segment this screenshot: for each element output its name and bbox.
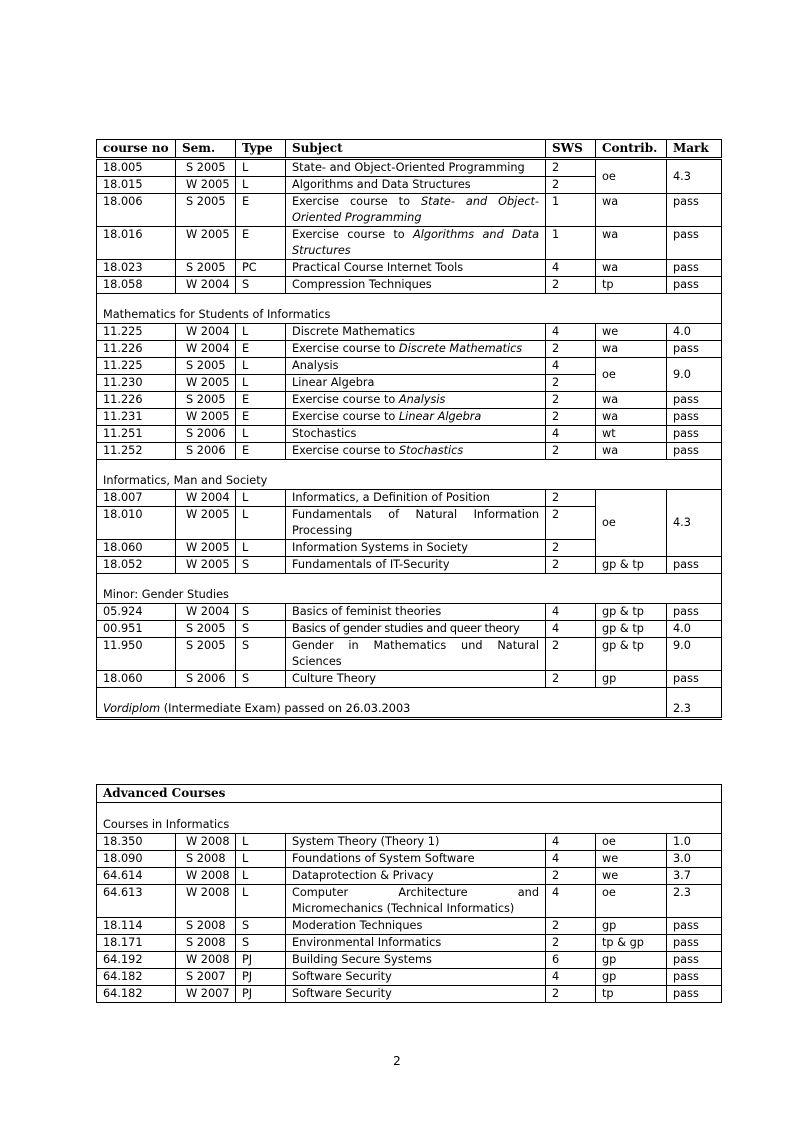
semester: W 2005 [176, 409, 236, 426]
sws: 1 [546, 194, 596, 227]
table-row [97, 426, 722, 443]
course-type: PJ [236, 986, 286, 1003]
course-no: 18.023 [97, 260, 176, 277]
contribution: wa [596, 227, 667, 260]
mark: pass [667, 277, 722, 294]
course-no: 18.016 [97, 227, 176, 260]
subject: Basics of feminist theories [286, 604, 546, 621]
course-no: 05.924 [97, 604, 176, 621]
course-no: 64.182 [97, 969, 176, 986]
sws: 4 [546, 604, 596, 621]
table-row [97, 868, 722, 885]
course-no: 18.010 [97, 507, 176, 540]
course-type: E [236, 409, 286, 426]
course-no: 18.090 [97, 851, 176, 868]
table-title-row [97, 785, 722, 803]
subject: Discrete Mathematics [286, 324, 546, 341]
sws: 2 [546, 638, 596, 671]
subject: Linear Algebra [286, 375, 546, 392]
sws: 2 [546, 375, 596, 392]
mark: pass [667, 935, 722, 952]
course-no: 18.052 [97, 557, 176, 574]
subject: Analysis [286, 358, 546, 375]
contribution: gp [596, 969, 667, 986]
vordiplom-description: (Intermediate Exam) passed on 26.03.2003 [160, 702, 411, 715]
semester: S 2005 [176, 159, 236, 177]
course-type: PJ [236, 969, 286, 986]
subject-emphasis: Algorithms and Data Structures [292, 228, 539, 257]
mark: 4.0 [667, 324, 722, 341]
sws: 6 [546, 952, 596, 969]
contribution: oe [596, 159, 667, 194]
semester: W 2005 [176, 227, 236, 260]
mark: 4.3 [667, 159, 722, 194]
sws: 4 [546, 426, 596, 443]
sws: 2 [546, 868, 596, 885]
course-type: S [236, 918, 286, 935]
sws: 2 [546, 918, 596, 935]
table-row [97, 969, 722, 986]
subject: Practical Course Internet Tools [286, 260, 546, 277]
subject: Algorithms and Data Structures [286, 177, 546, 194]
subject-emphasis: Analysis [398, 393, 446, 406]
contribution: wa [596, 409, 667, 426]
course-no: 00.951 [97, 621, 176, 638]
table-row [97, 341, 722, 358]
course-no: 18.060 [97, 671, 176, 688]
sws: 2 [546, 540, 596, 557]
course-type: E [236, 443, 286, 460]
section-heading: Mathematics for Students of Informatics [97, 307, 722, 324]
course-type: L [236, 834, 286, 851]
course-no: 18.060 [97, 540, 176, 557]
subject-prefix: Exercise course to [292, 195, 421, 208]
table-row [97, 557, 722, 574]
table-row [97, 671, 722, 688]
mark: pass [667, 194, 722, 227]
contribution: gp & tp [596, 604, 667, 621]
mark: pass [667, 986, 722, 1003]
course-type: S [236, 638, 286, 671]
sws: 4 [546, 621, 596, 638]
course-type: L [236, 490, 286, 507]
course-type: S [236, 671, 286, 688]
semester: S 2005 [176, 638, 236, 671]
mark: pass [667, 443, 722, 460]
sws: 2 [546, 671, 596, 688]
course-type: L [236, 851, 286, 868]
course-no: 11.225 [97, 358, 176, 375]
section-heading: Informatics, Man and Society [97, 473, 722, 490]
semester: W 2005 [176, 375, 236, 392]
course-type: L [236, 507, 286, 540]
contribution: gp & tp [596, 557, 667, 574]
table-row [97, 392, 722, 409]
sws: 2 [546, 490, 596, 507]
subject [286, 409, 546, 426]
mark: 9.0 [667, 358, 722, 392]
course-type: E [236, 341, 286, 358]
mark: pass [667, 409, 722, 426]
subject: Compression Techniques [286, 277, 546, 294]
mark: pass [667, 952, 722, 969]
mark: 1.0 [667, 834, 722, 851]
course-type: L [236, 426, 286, 443]
subject: Fundamentals of Natural Information Processing [286, 507, 546, 540]
section-spacer [97, 803, 722, 818]
subject: System Theory (Theory 1) [286, 834, 546, 851]
course-type: S [236, 621, 286, 638]
course-type: E [236, 392, 286, 409]
course-no: 11.950 [97, 638, 176, 671]
subject-prefix: Exercise course to [292, 444, 399, 457]
table-row [97, 358, 722, 375]
mark: pass [667, 227, 722, 260]
subject-prefix: Exercise course to [292, 393, 399, 406]
table-row [97, 277, 722, 294]
contribution: wa [596, 194, 667, 227]
sws: 2 [546, 159, 596, 177]
course-no: 18.005 [97, 159, 176, 177]
sws: 2 [546, 986, 596, 1003]
semester: S 2006 [176, 443, 236, 460]
course-type: PC [236, 260, 286, 277]
table-row [97, 159, 722, 177]
basic-courses-table [96, 139, 722, 720]
contribution: gp & tp [596, 621, 667, 638]
course-type: S [236, 277, 286, 294]
subject-prefix: Exercise course to [292, 410, 399, 423]
page-number: 2 [393, 1054, 401, 1068]
subject-emphasis: State- and Object-Oriented Programming [292, 195, 539, 224]
table-row [97, 935, 722, 952]
sws: 2 [546, 507, 596, 540]
contribution: oe [596, 490, 667, 557]
section-spacer [97, 460, 722, 474]
table-row [97, 604, 722, 621]
sws: 2 [546, 557, 596, 574]
contribution: we [596, 324, 667, 341]
subject: State- and Object-Oriented Programming [286, 159, 546, 177]
semester: W 2004 [176, 277, 236, 294]
table-row [97, 621, 722, 638]
contribution: oe [596, 834, 667, 851]
mark: 4.0 [667, 621, 722, 638]
sws: 4 [546, 324, 596, 341]
sws: 4 [546, 834, 596, 851]
section-heading-row [97, 587, 722, 604]
contribution: wa [596, 260, 667, 277]
subject-emphasis: Discrete Mathematics [398, 342, 523, 355]
section-heading: Minor: Gender Studies [97, 587, 722, 604]
course-no: 64.182 [97, 986, 176, 1003]
sws: 1 [546, 227, 596, 260]
course-no: 11.226 [97, 392, 176, 409]
table-row [97, 227, 722, 260]
sws: 4 [546, 851, 596, 868]
course-no: 11.251 [97, 426, 176, 443]
course-type: PJ [236, 952, 286, 969]
subject: Basics of gender studies and queer theory [286, 621, 546, 638]
semester: W 2008 [176, 885, 236, 918]
sws: 4 [546, 885, 596, 918]
table-row [97, 260, 722, 277]
course-type: L [236, 375, 286, 392]
course-no: 18.015 [97, 177, 176, 194]
course-no: 18.350 [97, 834, 176, 851]
subject [286, 227, 546, 260]
mark: 4.3 [667, 490, 722, 557]
section-heading-row [97, 473, 722, 490]
subject: Computer Architecture and Micromechanics (Technical Informatics) [286, 885, 546, 918]
table-row [97, 194, 722, 227]
table-row [97, 986, 722, 1003]
subject: Dataprotection & Privacy [286, 868, 546, 885]
course-no: 11.226 [97, 341, 176, 358]
semester: W 2004 [176, 341, 236, 358]
contribution: gp [596, 671, 667, 688]
section-spacer [97, 294, 722, 308]
sws: 2 [546, 277, 596, 294]
course-type: S [236, 935, 286, 952]
header-type: Type [236, 140, 286, 159]
contribution: oe [596, 885, 667, 918]
contribution: we [596, 851, 667, 868]
mark: 3.7 [667, 868, 722, 885]
semester: W 2008 [176, 834, 236, 851]
sws: 4 [546, 969, 596, 986]
subject [286, 392, 546, 409]
course-type: S [236, 557, 286, 574]
subject: Environmental Informatics [286, 935, 546, 952]
subject: Informatics, a Definition of Position [286, 490, 546, 507]
sws: 2 [546, 935, 596, 952]
mark: pass [667, 969, 722, 986]
header-semester: Sem. [176, 140, 236, 159]
contribution: tp & gp [596, 935, 667, 952]
subject: Stochastics [286, 426, 546, 443]
section-spacer [97, 574, 722, 588]
course-no: 18.058 [97, 277, 176, 294]
semester: W 2004 [176, 490, 236, 507]
semester: S 2007 [176, 969, 236, 986]
semester: S 2005 [176, 260, 236, 277]
header-course-no: course no [97, 140, 176, 159]
course-type: E [236, 227, 286, 260]
vordiplom-mark: 2.3 [667, 688, 722, 719]
sws: 2 [546, 409, 596, 426]
mark: pass [667, 392, 722, 409]
course-no: 64.613 [97, 885, 176, 918]
sws: 2 [546, 443, 596, 460]
table-row [97, 918, 722, 935]
semester: W 2004 [176, 604, 236, 621]
table-row [97, 443, 722, 460]
course-type: L [236, 868, 286, 885]
table-row [97, 834, 722, 851]
table-header-row [97, 140, 722, 159]
semester: W 2004 [176, 324, 236, 341]
course-no: 11.230 [97, 375, 176, 392]
vordiplom-label: Vordiplom [103, 702, 161, 715]
semester: W 2005 [176, 177, 236, 194]
table-row [97, 952, 722, 969]
vordiplom-row [97, 688, 722, 719]
subject: Software Security [286, 986, 546, 1003]
semester: S 2006 [176, 671, 236, 688]
subject [286, 341, 546, 358]
course-type: L [236, 885, 286, 918]
mark: pass [667, 557, 722, 574]
course-no: 18.114 [97, 918, 176, 935]
contribution: wa [596, 341, 667, 358]
subject-prefix: Exercise course to [292, 342, 399, 355]
section-heading-row [97, 307, 722, 324]
section-heading: Courses in Informatics [97, 817, 722, 834]
table-row [97, 885, 722, 918]
course-type: E [236, 194, 286, 227]
contribution: tp [596, 986, 667, 1003]
course-type: L [236, 358, 286, 375]
course-type: L [236, 159, 286, 177]
header-sws: SWS [546, 140, 596, 159]
table-row [97, 490, 722, 507]
semester: W 2005 [176, 557, 236, 574]
course-no: 64.192 [97, 952, 176, 969]
contribution: wa [596, 443, 667, 460]
course-no: 11.225 [97, 324, 176, 341]
subject-prefix: Exercise course to [292, 228, 413, 241]
subject: Building Secure Systems [286, 952, 546, 969]
subject: Software Security [286, 969, 546, 986]
contribution: oe [596, 358, 667, 392]
course-no: 64.614 [97, 868, 176, 885]
course-type: S [236, 604, 286, 621]
course-type: L [236, 177, 286, 194]
mark: pass [667, 426, 722, 443]
sws: 2 [546, 341, 596, 358]
semester: W 2008 [176, 952, 236, 969]
header-mark: Mark [667, 140, 722, 159]
contribution: wa [596, 392, 667, 409]
course-type: L [236, 324, 286, 341]
semester: S 2005 [176, 194, 236, 227]
table-title: Advanced Courses [97, 785, 722, 803]
sws: 4 [546, 358, 596, 375]
mark: 2.3 [667, 885, 722, 918]
sws: 2 [546, 392, 596, 409]
semester: W 2008 [176, 868, 236, 885]
sws: 4 [546, 260, 596, 277]
subject [286, 443, 546, 460]
subject: Culture Theory [286, 671, 546, 688]
semester: S 2005 [176, 392, 236, 409]
mark: 3.0 [667, 851, 722, 868]
course-no: 18.006 [97, 194, 176, 227]
subject: Fundamentals of IT-Security [286, 557, 546, 574]
course-no: 11.252 [97, 443, 176, 460]
advanced-courses-table [96, 784, 722, 1003]
header-contribution: Contrib. [596, 140, 667, 159]
semester: S 2008 [176, 918, 236, 935]
mark: pass [667, 260, 722, 277]
course-no: 18.007 [97, 490, 176, 507]
mark: pass [667, 671, 722, 688]
table-row [97, 324, 722, 341]
table-row [97, 638, 722, 671]
course-type: L [236, 540, 286, 557]
table-row [97, 409, 722, 426]
contribution: wt [596, 426, 667, 443]
contribution: we [596, 868, 667, 885]
course-no: 11.231 [97, 409, 176, 426]
semester: S 2008 [176, 851, 236, 868]
contribution: tp [596, 277, 667, 294]
semester: S 2006 [176, 426, 236, 443]
semester: S 2005 [176, 621, 236, 638]
subject-emphasis: Linear Algebra [398, 410, 482, 423]
header-subject: Subject [286, 140, 546, 159]
contribution: gp [596, 952, 667, 969]
course-no: 18.171 [97, 935, 176, 952]
subject [286, 194, 546, 227]
semester: W 2007 [176, 986, 236, 1003]
mark: 9.0 [667, 638, 722, 671]
section-heading-row [97, 817, 722, 834]
vordiplom-text [97, 688, 667, 719]
semester: S 2008 [176, 935, 236, 952]
table-row [97, 851, 722, 868]
semester: S 2005 [176, 358, 236, 375]
subject-emphasis: Stochastics [398, 444, 464, 457]
contribution: gp [596, 918, 667, 935]
mark: pass [667, 341, 722, 358]
subject: Information Systems in Society [286, 540, 546, 557]
semester: W 2005 [176, 540, 236, 557]
mark: pass [667, 604, 722, 621]
contribution: gp & tp [596, 638, 667, 671]
sws: 2 [546, 177, 596, 194]
subject: Gender in Mathematics und Natural Sciences [286, 638, 546, 671]
semester: W 2005 [176, 507, 236, 540]
subject: Moderation Techniques [286, 918, 546, 935]
subject: Foundations of System Software [286, 851, 546, 868]
mark: pass [667, 918, 722, 935]
